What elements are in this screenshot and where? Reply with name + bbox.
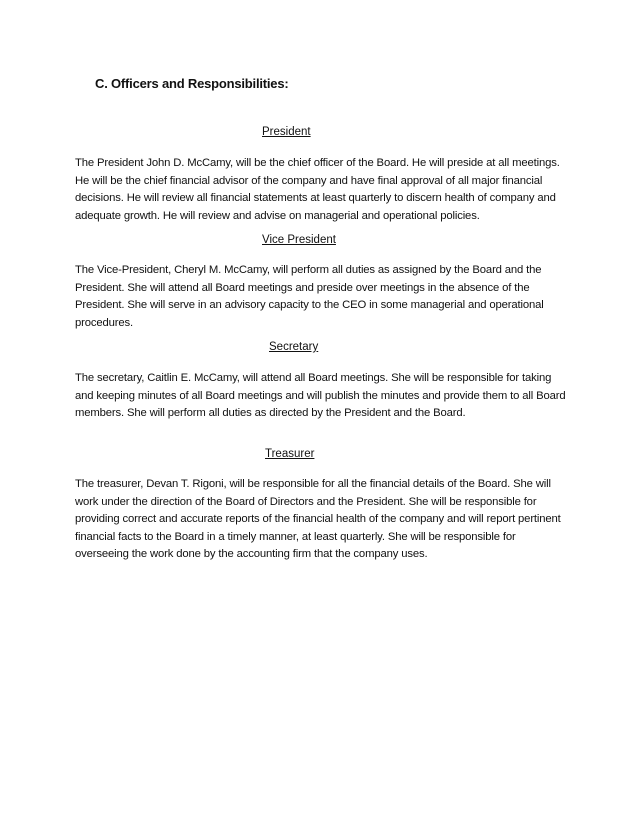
vice-president-title: Vice President: [262, 234, 336, 246]
secretary-title: Secretary: [269, 341, 319, 353]
vice-president-paragraph: The Vice-President, Cheryl M. McCamy, will perform all duties as assigned by the Board and the President. She will attend all Board meetings and preside over meetings in the absence of the President. She will serve in an advisory capacity to the CEO in some managerial and operational procedures.: [75, 264, 544, 329]
section-heading: C. Officers and Responsibilities:: [95, 76, 289, 91]
treasurer-title: Treasurer: [265, 448, 315, 460]
president-paragraph: The President John D. McCamy, will be the chief officer of the Board. He will preside at all meetings. He will be the chief financial advisor of the company and have final approval of all major financial decisions. He will review all financial statements at least quarterly to discern health of company and adequate growth. He will review and advise on managerial and operational policies.: [75, 157, 560, 222]
secretary-paragraph: The secretary, Caitlin E. McCamy, will attend all Board meetings. She will be responsible for taking and keeping minutes of all Board meetings and will publish the minutes and provide them to all Board members. She will perform all duties as directed by the President and the Board.: [75, 372, 566, 419]
treasurer-paragraph: The treasurer, Devan T. Rigoni, will be responsible for all the financial details of the Board. She will work under the direction of the Board of Directors and the President. She will be responsible for providing correct and accurate reports of the financial health of the company and will report pertinent financial facts to the Board in a timely manner, at least quarterly. She will be responsible for overseeing the work done by the accounting firm that the company uses.: [75, 478, 561, 560]
president-title: President: [262, 126, 311, 138]
